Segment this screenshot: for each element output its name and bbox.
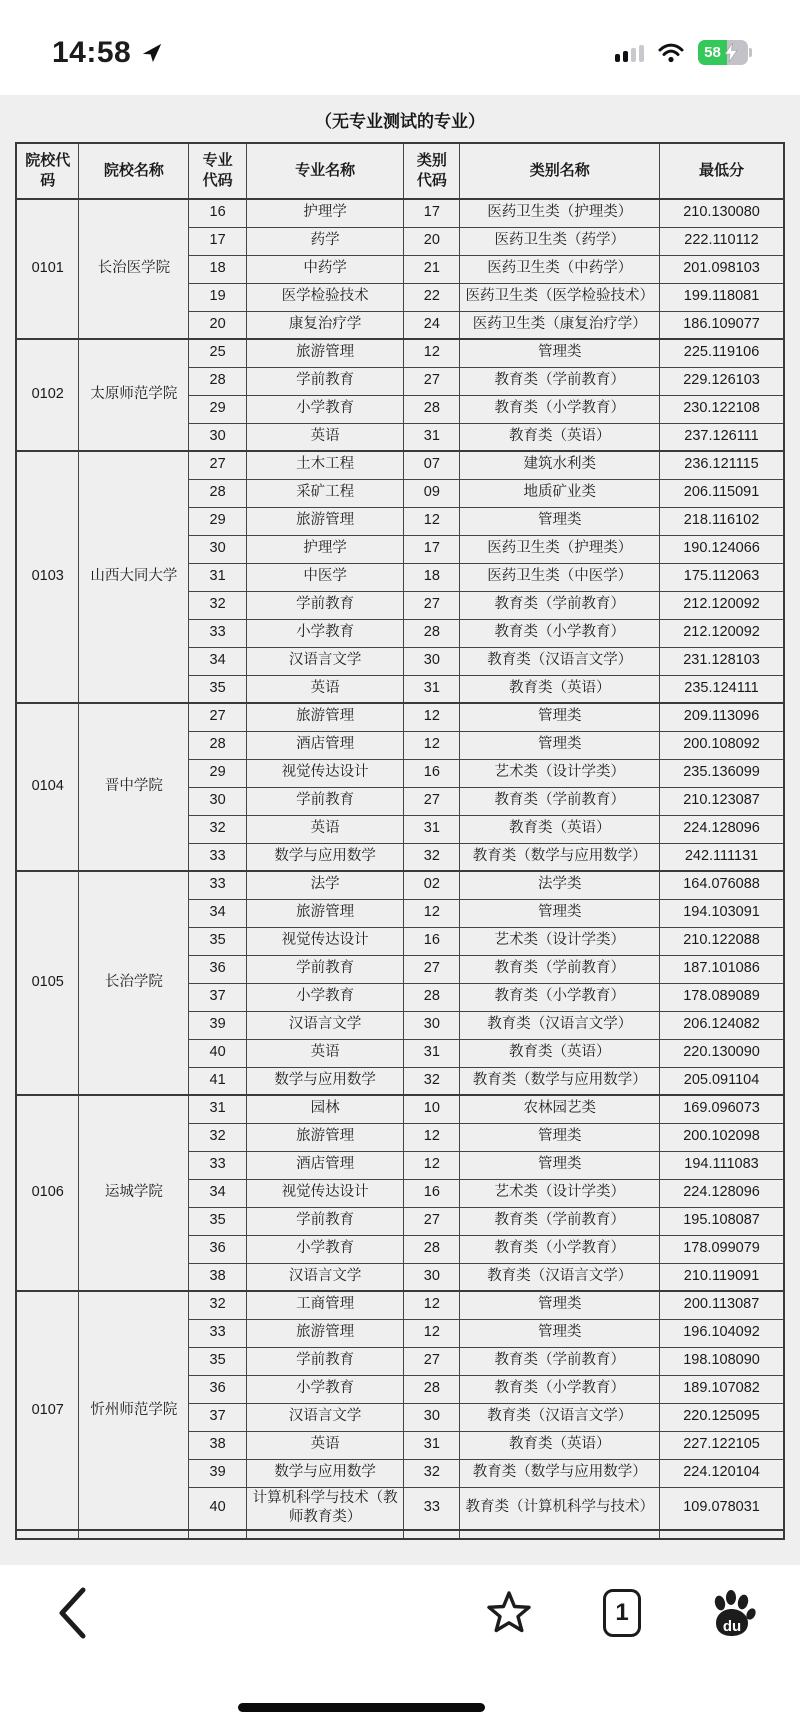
table-row [16, 1095, 784, 1123]
category-name: 教育类（学前教育） [460, 591, 660, 619]
table-header-row [16, 143, 784, 199]
major-name: 旅游管理 [246, 507, 403, 535]
category-code: 02 [404, 871, 460, 899]
category-code: 12 [404, 1291, 460, 1319]
major-code: 19 [189, 283, 247, 311]
category-code: 07 [404, 451, 460, 479]
min-score: 227.122105 [660, 1431, 784, 1459]
major-name: 英语 [246, 675, 403, 703]
category-name: 医药卫生类（护理类） [460, 199, 660, 227]
major-name: 英语 [246, 1039, 403, 1067]
category-code: 12 [404, 1123, 460, 1151]
major-name: 数学与应用数学 [246, 1459, 403, 1487]
min-score: 209.113096 [660, 703, 784, 731]
major-code: 35 [189, 1207, 247, 1235]
category-name: 教育类（计算机科学与技术） [460, 1487, 660, 1530]
major-name: 学前教育 [246, 591, 403, 619]
major-name: 学前教育 [246, 787, 403, 815]
major-code: 29 [189, 759, 247, 787]
category-code: 30 [404, 1403, 460, 1431]
category-name: 教育类（学前教育） [460, 787, 660, 815]
major-name: 汉语言文学 [246, 1403, 403, 1431]
min-score: 210.122088 [660, 927, 784, 955]
min-score: 235.136099 [660, 759, 784, 787]
min-score: 190.124066 [660, 535, 784, 563]
category-name: 艺术类（设计学类） [460, 759, 660, 787]
min-score: 189.107082 [660, 1375, 784, 1403]
category-name: 地质矿业类 [460, 479, 660, 507]
major-name: 酒店管理 [246, 731, 403, 759]
category-name: 管理类 [460, 731, 660, 759]
min-score: 220.130090 [660, 1039, 784, 1067]
major-code: 33 [189, 871, 247, 899]
major-code: 39 [189, 1011, 247, 1039]
category-code: 09 [404, 479, 460, 507]
table-row [16, 451, 784, 479]
college-code: 0106 [16, 1095, 79, 1291]
category-code: 24 [404, 311, 460, 339]
empty-cell [16, 1530, 79, 1539]
wifi-icon [658, 43, 684, 63]
table-row [16, 1291, 784, 1319]
empty-cell [404, 1530, 460, 1539]
category-name: 管理类 [460, 703, 660, 731]
major-name: 中医学 [246, 563, 403, 591]
min-score: 109.078031 [660, 1487, 784, 1530]
major-code: 30 [189, 787, 247, 815]
empty-cell [79, 1530, 189, 1539]
category-code: 27 [404, 955, 460, 983]
major-name: 视觉传达设计 [246, 759, 403, 787]
major-code: 18 [189, 255, 247, 283]
major-code: 41 [189, 1067, 247, 1095]
category-code: 16 [404, 759, 460, 787]
major-code: 31 [189, 1095, 247, 1123]
min-score: 224.120104 [660, 1459, 784, 1487]
category-name: 教育类（英语） [460, 675, 660, 703]
major-name: 视觉传达设计 [246, 1179, 403, 1207]
category-name: 管理类 [460, 1123, 660, 1151]
min-score: 224.128096 [660, 815, 784, 843]
category-name: 教育类（汉语言文学） [460, 1403, 660, 1431]
category-code: 21 [404, 255, 460, 283]
category-name: 艺术类（设计学类） [460, 927, 660, 955]
category-name: 建筑水利类 [460, 451, 660, 479]
column-header: 专业代码 [189, 143, 247, 199]
baidu-du-label: du [722, 1618, 742, 1635]
min-score: 195.108087 [660, 1207, 784, 1235]
college-name: 太原师范学院 [79, 339, 189, 451]
major-name: 小学教育 [246, 983, 403, 1011]
major-name: 采矿工程 [246, 479, 403, 507]
category-code: 33 [404, 1487, 460, 1530]
college-code: 0105 [16, 871, 79, 1095]
status-bar [0, 0, 800, 95]
page-content [0, 95, 800, 1565]
major-code: 33 [189, 1319, 247, 1347]
major-code: 35 [189, 675, 247, 703]
min-score: 178.089089 [660, 983, 784, 1011]
table-row [16, 339, 784, 367]
major-code: 33 [189, 619, 247, 647]
category-name: 教育类（汉语言文学） [460, 1263, 660, 1291]
category-name: 管理类 [460, 507, 660, 535]
column-header: 院校代码 [16, 143, 79, 199]
category-name: 教育类（数学与应用数学） [460, 1067, 660, 1095]
major-name: 康复治疗学 [246, 311, 403, 339]
major-name: 视觉传达设计 [246, 927, 403, 955]
category-name: 医药卫生类（中医学） [460, 563, 660, 591]
category-name: 教育类（小学教育） [460, 1235, 660, 1263]
category-code: 28 [404, 395, 460, 423]
empty-cell [189, 1530, 247, 1539]
category-name: 教育类（小学教育） [460, 395, 660, 423]
min-score: 196.104092 [660, 1319, 784, 1347]
college-code: 0102 [16, 339, 79, 451]
min-score: 201.098103 [660, 255, 784, 283]
major-code: 40 [189, 1487, 247, 1530]
min-score: 231.128103 [660, 647, 784, 675]
category-code: 31 [404, 815, 460, 843]
major-code: 20 [189, 311, 247, 339]
category-code: 17 [404, 535, 460, 563]
major-code: 16 [189, 199, 247, 227]
category-name: 教育类（学前教育） [460, 367, 660, 395]
min-score: 200.102098 [660, 1123, 784, 1151]
category-code: 27 [404, 1347, 460, 1375]
college-name: 晋中学院 [79, 703, 189, 871]
min-score: 205.091104 [660, 1067, 784, 1095]
category-name: 教育类（英语） [460, 1431, 660, 1459]
category-code: 31 [404, 1039, 460, 1067]
back-button[interactable] [46, 1585, 98, 1641]
partial-clipped-row [16, 1530, 784, 1539]
major-name: 医学检验技术 [246, 283, 403, 311]
major-name: 护理学 [246, 535, 403, 563]
min-score: 169.096073 [660, 1095, 784, 1123]
category-code: 30 [404, 1263, 460, 1291]
college-name: 运城学院 [79, 1095, 189, 1291]
major-name: 酒店管理 [246, 1151, 403, 1179]
category-code: 12 [404, 1319, 460, 1347]
major-code: 34 [189, 1179, 247, 1207]
category-code: 28 [404, 1375, 460, 1403]
min-score: 200.113087 [660, 1291, 784, 1319]
column-header: 最低分 [660, 143, 784, 199]
category-code: 31 [404, 1431, 460, 1459]
category-name: 教育类（学前教育） [460, 955, 660, 983]
category-name: 教育类（数学与应用数学） [460, 843, 660, 871]
category-code: 22 [404, 283, 460, 311]
charging-bolt-icon [724, 43, 738, 67]
college-code: 0103 [16, 451, 79, 703]
min-score: 225.119106 [660, 339, 784, 367]
major-name: 药学 [246, 227, 403, 255]
major-name: 小学教育 [246, 1235, 403, 1263]
major-name: 土木工程 [246, 451, 403, 479]
category-name: 管理类 [460, 339, 660, 367]
major-name: 汉语言文学 [246, 647, 403, 675]
major-name: 护理学 [246, 199, 403, 227]
min-score: 206.124082 [660, 1011, 784, 1039]
category-code: 28 [404, 1235, 460, 1263]
min-score: 175.112063 [660, 563, 784, 591]
category-code: 27 [404, 787, 460, 815]
college-code: 0107 [16, 1291, 79, 1530]
category-code: 16 [404, 1179, 460, 1207]
category-code: 27 [404, 591, 460, 619]
category-name: 教育类（数学与应用数学） [460, 1459, 660, 1487]
min-score: 186.109077 [660, 311, 784, 339]
category-name: 教育类（小学教育） [460, 1375, 660, 1403]
category-code: 27 [404, 1207, 460, 1235]
major-name: 小学教育 [246, 395, 403, 423]
category-code: 17 [404, 199, 460, 227]
category-code: 12 [404, 507, 460, 535]
category-code: 28 [404, 983, 460, 1011]
table-row [16, 199, 784, 227]
major-code: 40 [189, 1039, 247, 1067]
category-code: 12 [404, 731, 460, 759]
category-code: 31 [404, 423, 460, 451]
category-name: 管理类 [460, 1291, 660, 1319]
major-code: 32 [189, 1123, 247, 1151]
category-name: 医药卫生类（中药学） [460, 255, 660, 283]
column-header: 类别名称 [460, 143, 660, 199]
min-score: 235.124111 [660, 675, 784, 703]
category-name: 医药卫生类（药学） [460, 227, 660, 255]
location-arrow-icon [141, 42, 163, 64]
major-code: 30 [189, 423, 247, 451]
min-score: 210.119091 [660, 1263, 784, 1291]
category-code: 18 [404, 563, 460, 591]
min-score: 198.108090 [660, 1347, 784, 1375]
major-code: 34 [189, 647, 247, 675]
tab-count: 1 [603, 1589, 641, 1637]
category-code: 27 [404, 367, 460, 395]
category-name: 法学类 [460, 871, 660, 899]
category-code: 12 [404, 1151, 460, 1179]
category-name: 教育类（英语） [460, 815, 660, 843]
major-code: 32 [189, 815, 247, 843]
major-name: 旅游管理 [246, 1123, 403, 1151]
major-code: 33 [189, 1151, 247, 1179]
major-code: 29 [189, 395, 247, 423]
browser-toolbar [0, 1565, 800, 1731]
major-name: 小学教育 [246, 1375, 403, 1403]
min-score: 212.120092 [660, 591, 784, 619]
min-score: 237.126111 [660, 423, 784, 451]
min-score: 222.110112 [660, 227, 784, 255]
battery-indicator [698, 40, 752, 65]
category-name: 教育类（学前教育） [460, 1347, 660, 1375]
category-code: 10 [404, 1095, 460, 1123]
column-header: 类别代码 [404, 143, 460, 199]
min-score: 164.076088 [660, 871, 784, 899]
category-name: 教育类（英语） [460, 1039, 660, 1067]
major-code: 27 [189, 703, 247, 731]
major-code: 30 [189, 535, 247, 563]
category-code: 30 [404, 647, 460, 675]
major-name: 学前教育 [246, 367, 403, 395]
major-code: 35 [189, 927, 247, 955]
min-score: 178.099079 [660, 1235, 784, 1263]
min-score: 212.120092 [660, 619, 784, 647]
min-score: 236.121115 [660, 451, 784, 479]
major-name: 学前教育 [246, 1347, 403, 1375]
table-row [16, 703, 784, 731]
major-name: 旅游管理 [246, 339, 403, 367]
min-score: 210.123087 [660, 787, 784, 815]
major-name: 小学教育 [246, 619, 403, 647]
category-name: 管理类 [460, 899, 660, 927]
major-name: 计算机科学与技术（教师教育类） [246, 1487, 403, 1530]
major-name: 英语 [246, 1431, 403, 1459]
category-name: 医药卫生类（护理类） [460, 535, 660, 563]
min-score: 229.126103 [660, 367, 784, 395]
major-code: 36 [189, 1235, 247, 1263]
major-code: 28 [189, 731, 247, 759]
min-score: 194.111083 [660, 1151, 784, 1179]
category-name: 农林园艺类 [460, 1095, 660, 1123]
college-name: 忻州师范学院 [79, 1291, 189, 1530]
major-code: 25 [189, 339, 247, 367]
category-name: 教育类（学前教育） [460, 1207, 660, 1235]
min-score: 230.122108 [660, 395, 784, 423]
major-code: 36 [189, 955, 247, 983]
major-name: 数学与应用数学 [246, 843, 403, 871]
min-score: 242.111131 [660, 843, 784, 871]
min-score: 220.125095 [660, 1403, 784, 1431]
major-name: 汉语言文学 [246, 1263, 403, 1291]
empty-cell [460, 1530, 660, 1539]
major-code: 28 [189, 367, 247, 395]
category-name: 教育类（英语） [460, 423, 660, 451]
major-name: 英语 [246, 423, 403, 451]
category-code: 31 [404, 675, 460, 703]
page-title: （无专业测试的专业） [315, 112, 485, 131]
category-code: 28 [404, 619, 460, 647]
table-row [16, 871, 784, 899]
major-code: 36 [189, 1375, 247, 1403]
min-score: 224.128096 [660, 1179, 784, 1207]
major-code: 39 [189, 1459, 247, 1487]
category-name: 教育类（汉语言文学） [460, 647, 660, 675]
category-code: 20 [404, 227, 460, 255]
major-name: 园林 [246, 1095, 403, 1123]
major-code: 33 [189, 843, 247, 871]
major-code: 29 [189, 507, 247, 535]
category-code: 32 [404, 1459, 460, 1487]
major-name: 中药学 [246, 255, 403, 283]
category-name: 教育类（小学教育） [460, 619, 660, 647]
clock: 14:58 [52, 35, 132, 69]
category-code: 32 [404, 1067, 460, 1095]
category-name: 医药卫生类（康复治疗学） [460, 311, 660, 339]
major-code: 37 [189, 1403, 247, 1431]
category-name: 教育类（汉语言文学） [460, 1011, 660, 1039]
college-name: 长治学院 [79, 871, 189, 1095]
favorite-star-button[interactable] [483, 1585, 535, 1641]
battery-percent: 58 [698, 40, 727, 65]
category-code: 12 [404, 339, 460, 367]
category-name: 医药卫生类（医学检验技术） [460, 283, 660, 311]
category-name: 教育类（小学教育） [460, 983, 660, 1011]
major-code: 31 [189, 563, 247, 591]
min-score: 199.118081 [660, 283, 784, 311]
category-name: 艺术类（设计学类） [460, 1179, 660, 1207]
min-score: 194.103091 [660, 899, 784, 927]
min-score: 210.130080 [660, 199, 784, 227]
major-code: 37 [189, 983, 247, 1011]
baidu-home-button[interactable] [706, 1585, 758, 1641]
category-code: 32 [404, 843, 460, 871]
category-code: 12 [404, 899, 460, 927]
major-name: 工商管理 [246, 1291, 403, 1319]
college-code: 0104 [16, 703, 79, 871]
category-name: 管理类 [460, 1319, 660, 1347]
admission-scores-table [15, 142, 785, 1540]
min-score: 200.108092 [660, 731, 784, 759]
major-name: 英语 [246, 815, 403, 843]
column-header: 院校名称 [79, 143, 189, 199]
major-name: 旅游管理 [246, 899, 403, 927]
empty-cell [246, 1530, 403, 1539]
category-code: 16 [404, 927, 460, 955]
major-name: 法学 [246, 871, 403, 899]
major-code: 32 [189, 1291, 247, 1319]
college-name: 山西大同大学 [79, 451, 189, 703]
home-indicator[interactable] [238, 1703, 485, 1712]
category-name: 管理类 [460, 1151, 660, 1179]
major-code: 38 [189, 1263, 247, 1291]
category-code: 12 [404, 703, 460, 731]
min-score: 187.101086 [660, 955, 784, 983]
major-code: 17 [189, 227, 247, 255]
major-code: 32 [189, 591, 247, 619]
major-name: 旅游管理 [246, 703, 403, 731]
major-name: 数学与应用数学 [246, 1067, 403, 1095]
major-name: 汉语言文学 [246, 1011, 403, 1039]
college-code: 0101 [16, 199, 79, 339]
major-code: 27 [189, 451, 247, 479]
major-code: 28 [189, 479, 247, 507]
major-code: 34 [189, 899, 247, 927]
empty-cell [660, 1530, 784, 1539]
major-code: 38 [189, 1431, 247, 1459]
tabs-button[interactable] [596, 1585, 648, 1641]
min-score: 206.115091 [660, 479, 784, 507]
major-code: 35 [189, 1347, 247, 1375]
major-name: 旅游管理 [246, 1319, 403, 1347]
cellular-signal-icon [615, 44, 644, 62]
major-name: 学前教育 [246, 1207, 403, 1235]
college-name: 长治医学院 [79, 199, 189, 339]
column-header: 专业名称 [246, 143, 403, 199]
category-code: 30 [404, 1011, 460, 1039]
major-name: 学前教育 [246, 955, 403, 983]
min-score: 218.116102 [660, 507, 784, 535]
